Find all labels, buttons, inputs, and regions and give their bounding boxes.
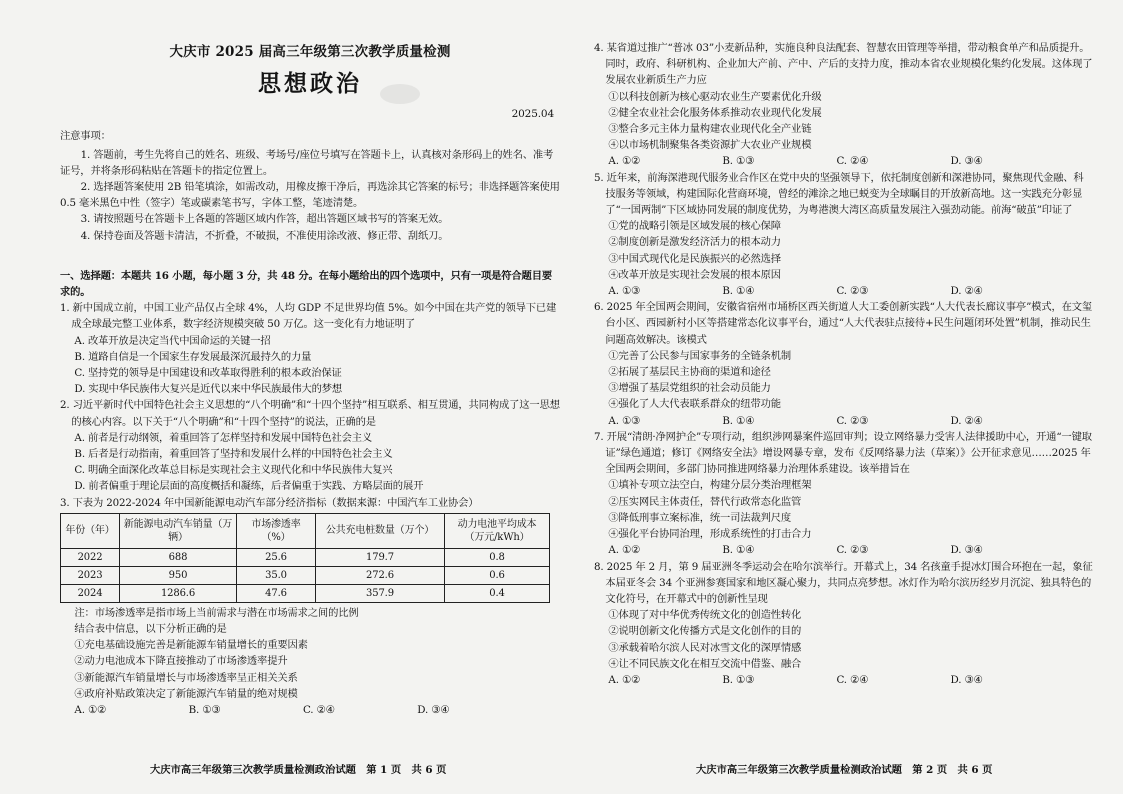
table-cell: 688 — [120, 548, 237, 566]
choice-c: C. ②③ — [836, 414, 869, 427]
option-a: A. 前者是行动纲领，着重回答了怎样坚持和发展中国特色社会主义 — [74, 431, 373, 444]
statement-3: ③降低刑事立案标准，统一司法裁判尺度 — [608, 511, 792, 524]
ev-data-table — [60, 513, 550, 603]
choice-d: D. ③④ — [950, 544, 983, 557]
option-c: C. 明确全面深化改革总目标是实现社会主义现代化和中华民族伟大复兴 — [74, 464, 393, 477]
choice-a: A. ①② — [608, 544, 641, 557]
statement-3: ③承载着哈尔滨人民对冰雪文化的深厚情感 — [608, 641, 802, 654]
statement-4: ④强化平台协同治理，形成系统性的打击合力 — [608, 528, 812, 541]
statement-1: ①体现了对中华优秀传统文化的创造性转化 — [608, 609, 802, 622]
table-cell: 0.8 — [445, 548, 550, 566]
choice-d: D. ③④ — [417, 704, 450, 717]
question-lead: 结合表中信息，以下分析正确的是 — [74, 623, 227, 636]
question-stem: 7. 开展“清朗·净网护企”专项行动，组织涉网暴案件巡回审判；设立网络暴力受害人法律援助中心，开通“一键取证”绿色通道；修订《网络安全法》增设网暴专章，发布《反网络暴力法（草案）》公开征求意见……2025 年全国两会期间，多部门协同推进网络暴力治理体系建设。该举措旨在 — [594, 430, 1092, 476]
notice-item: 4. 保持卷面及答题卡清洁，不折叠，不破损，不准使用涂改液、修正带、刮纸刀。 — [80, 229, 449, 242]
table-header: 年份（年） — [61, 513, 120, 548]
table-cell: 0.4 — [445, 584, 550, 602]
question-1 — [60, 300, 560, 397]
table-cell: 25.6 — [237, 548, 316, 566]
choice-a: A. ①③ — [608, 414, 641, 427]
choice-c: C. ②④ — [302, 704, 335, 717]
choice-a: A. ①② — [74, 704, 107, 717]
question-stem: 1. 新中国成立前，中国工业产品仅占全球 4%，人均 GDP 不足世界均值 5%。如今中国在共产党的领导下已建成全球最完整工业体系，数字经济规模突破 50 万亿。这一变化有力地证明了 — [60, 302, 557, 331]
question-stem: 5. 近年来，前海深港现代服务业合作区在党中央的坚强领导下，依托制度创新和深港协同，聚焦现代金融、科技服务等领域，构建国际化营商环境，曾经的滩涂之地已蜕变为全球瞩目的开放新高地。这一实践充分彰显了“一国两制”下区域协同发展的制度优势，为粤港澳大湾区高质量发展注入强劲动能。前海“破茧”印证了 — [594, 171, 1084, 217]
choice-c: C. ②④ — [836, 673, 869, 686]
option-b: B. 后者是行动指南，着重回答了坚持和发展什么样的中国特色社会主义 — [74, 448, 393, 461]
choice-b: B. ①④ — [722, 544, 755, 557]
page-2 — [584, 0, 1123, 794]
question-stem: 4. 某省道过推广“普冰 03”小麦新品种，实施良种良法配套、智慧农田管理等举措，带动粮食单产和品质提升。同时，政府、科研机构、企业加大产前、产中、产后的支持力度，推动本省农业规模化集约化发展。这体现了发展农业新质生产力应 — [594, 42, 1093, 87]
question-7 — [594, 429, 1093, 559]
option-a: A. 改革开放是决定当代中国命运的关键一招 — [74, 334, 271, 347]
choice-c: C. ②④ — [836, 155, 869, 168]
table-header: 公共充电桩数量（万个） — [316, 513, 445, 548]
question-stem: 6. 2025 年全国两会期间，安徽省宿州市埇桥区西关街道人大工委创新实践“人大代表长廊议事亭”模式，在文玺台小区、西园新村小区等搭建常态化议事平台，通过“人大代表驻点接待+民生问题闭环处置”机制，推动民生问题高效解决。该模式 — [594, 301, 1093, 346]
question-6 — [594, 299, 1093, 429]
notice-heading: 注意事项： — [60, 130, 111, 143]
statement-4: ④以市场机制聚集各类资源扩大农业产业规模 — [608, 139, 812, 152]
statement-1: ①完善了公民参与国家事务的全链条机制 — [608, 349, 792, 362]
answer-choices — [594, 672, 983, 688]
table-note: 注：市场渗透率是指市场上当前需求与潜在市场需求之间的比例 — [74, 606, 359, 619]
statement-2: ②说明创新文化传播方式是文化创作的目的 — [608, 625, 802, 638]
statement-3: ③中国式现代化是民族振兴的必然选择 — [608, 252, 781, 265]
statement-1: ①充电基础设施完善是新能源车销量增长的重要因素 — [74, 639, 308, 652]
table-cell: 47.6 — [237, 584, 316, 602]
choice-d: D. ②④ — [950, 285, 983, 298]
choice-b: B. ①③ — [188, 704, 221, 717]
subject-title: 思想政治 — [258, 70, 362, 98]
question-4 — [594, 40, 1093, 170]
statement-3: ③增强了基层党组织的社会动员能力 — [608, 382, 771, 395]
question-3 — [60, 495, 560, 719]
answer-choices — [594, 413, 983, 429]
choice-c: C. ②③ — [836, 285, 869, 298]
choice-b: B. ①③ — [722, 673, 755, 686]
question-stem: 3. 下表为 2022-2024 年中国新能源电动汽车部分经济指标（数据来源：中国汽车工业协会） — [60, 496, 479, 509]
table-header-row — [61, 513, 550, 548]
choice-a: A. ①② — [608, 673, 641, 686]
page-footer: 大庆市高三年级第三次教学质量检测政治试题 第 2 页 共 6 页 — [696, 763, 993, 776]
question-stem: 8. 2025 年 2 月，第 9 届亚洲冬季运动会在哈尔滨举行。开幕式上，34 名孩童手提冰灯围合环抱在一起，象征本届亚冬会 34 个亚洲参赛国家和地区凝心聚力，共同点亮梦想。冰灯作为哈尔滨历经岁月沉淀、独具特色的文化符号，在开幕式中的创新性呈现 — [594, 560, 1093, 605]
statement-4: ④强化了人大代表联系群众的纽带功能 — [608, 398, 781, 411]
exam-date: 2025.04 — [511, 108, 554, 121]
option-d: D. 实现中华民族伟大复兴是近代以来中华民族最伟大的梦想 — [74, 383, 343, 396]
table-cell: 179.7 — [316, 548, 445, 566]
choice-a: A. ①③ — [608, 285, 641, 298]
question-8 — [594, 559, 1093, 689]
table-cell: 272.6 — [316, 566, 445, 584]
choice-d: D. ③④ — [950, 673, 983, 686]
question-5 — [594, 170, 1093, 300]
table-header: 新能源电动汽车销量（万辆） — [120, 513, 237, 548]
table-cell: 2023 — [61, 566, 120, 584]
choice-d: D. ③④ — [950, 155, 983, 168]
option-c: C. 坚持党的领导是中国建设和改革取得胜利的根本政治保证 — [74, 367, 342, 380]
answer-choices — [594, 153, 983, 169]
table-cell: 357.9 — [316, 584, 445, 602]
table-header: 动力电池平均成本（万元/kWh） — [445, 513, 550, 548]
notice-item: 3. 请按照题号在答题卡上各题的答题区域内作答，超出答题区域书写的答案无效。 — [80, 213, 449, 226]
choice-b: B. ①④ — [722, 414, 755, 427]
statement-4: ④政府补贴政策决定了新能源汽车销量的绝对规模 — [74, 687, 298, 700]
option-b: B. 道路自信是一个国家生存发展最深沉最持久的力量 — [74, 350, 312, 363]
statement-2: ②动力电池成本下降直接推动了市场渗透率提升 — [74, 655, 288, 668]
question-2 — [60, 397, 560, 494]
statement-4: ④改革开放是实现社会发展的根本原因 — [608, 268, 781, 281]
statement-3: ③新能源汽车销量增长与市场渗透率呈正相关关系 — [74, 671, 298, 684]
table-cell: 1286.6 — [120, 584, 237, 602]
choice-d: D. ②④ — [950, 414, 983, 427]
statement-1: ①填补专项立法空白，构建分层分类治理框架 — [608, 479, 812, 492]
choice-b: B. ①④ — [722, 285, 755, 298]
statement-1: ①以科技创新为核心驱动农业生产要素优化升级 — [608, 90, 822, 103]
table-row — [61, 584, 550, 602]
choice-a: A. ①② — [608, 155, 641, 168]
option-d: D. 前者偏重于理论层面的高度概括和凝练，后者偏重于实践、方略层面的展开 — [74, 480, 424, 493]
table-cell: 0.6 — [445, 566, 550, 584]
answer-choices — [594, 542, 983, 558]
statement-2: ②健全农业社会化服务体系推动农业现代化发展 — [608, 106, 822, 119]
statement-3: ③整合多元主体力量构建农业现代化全产业链 — [608, 123, 812, 136]
page-footer: 大庆市高三年级第三次教学质量检测政治试题 第 1 页 共 6 页 — [150, 763, 447, 776]
choice-b: B. ①③ — [722, 155, 755, 168]
statement-2: ②拓展了基层民主协商的渠道和途径 — [608, 366, 771, 379]
notice-item: 1. 答题前，考生先将自己的姓名、班级、考场号/座位号填写在答题卡上，认真核对条形码上的姓名、准考证号，并将条形码粘贴在答题卡的指定位置上。 — [60, 148, 554, 177]
section-title: 一、选择题：本题共 16 小题，每小题 3 分，共 48 分。在每小题给出的四个选项中，只有一项是符合题目要求的。 — [60, 269, 552, 299]
table-cell: 2022 — [61, 548, 120, 566]
answer-choices — [594, 283, 983, 299]
answer-choices — [60, 702, 449, 718]
statement-2: ②压实网民主体责任，替代行政常态化监管 — [608, 495, 802, 508]
table-row — [61, 566, 550, 584]
statement-4: ④让不同民族文化在相互交流中借鉴、融合 — [608, 657, 802, 670]
notice-item: 2. 选择题答案使用 2B 铅笔填涂，如需改动，用橡皮擦干净后，再选涂其它答案的标号；非选择题答案使用 0.5 毫米黑色中性（签字）笔或碳素笔书写，字体工整，笔迹清楚。 — [60, 181, 560, 210]
statement-1: ①党的战略引领是区域发展的核心保障 — [608, 220, 781, 233]
question-stem: 2. 习近平新时代中国特色社会主义思想的“八个明确”和“十四个坚持”相互联系、相互贯通，共同构成了这一思想的核心内容。以下关于“八个明确”和“十四个坚持”的说法，正确的是 — [60, 399, 560, 428]
exam-title: 大庆市 2025 届高三年级第三次教学质量检测 — [169, 44, 451, 60]
statement-2: ②制度创新是激发经济活力的根本动力 — [608, 236, 781, 249]
choice-c: C. ②③ — [836, 544, 869, 557]
table-cell: 35.0 — [237, 566, 316, 584]
table-cell: 2024 — [61, 584, 120, 602]
table-header: 市场渗透率（%） — [237, 513, 316, 548]
table-cell: 950 — [120, 566, 237, 584]
table-row — [61, 548, 550, 566]
